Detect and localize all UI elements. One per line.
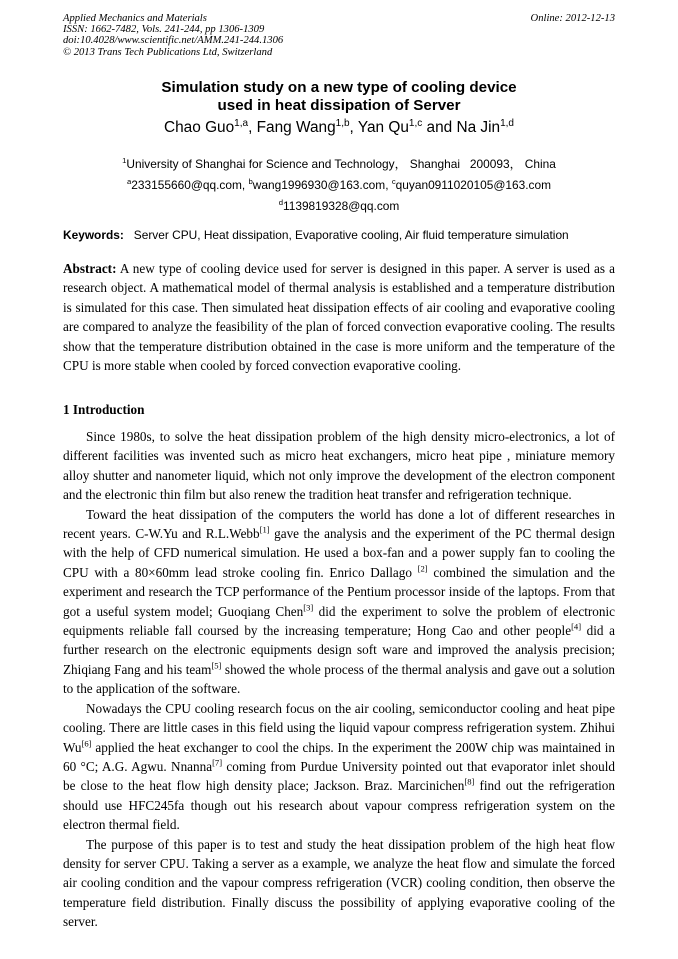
author-affil-sup: 1,d <box>500 117 514 129</box>
text-run: Toward the heat dissipation of the computers the world has done a lot of different researches in recent years. C-W.Yu and R.L.Webb <box>63 506 615 542</box>
intro-paragraph-4: The purpose of this paper is to test and study the heat dissipation problem of the high heat flow density for server CPU. Taking a server as a example, we analyze the heat flow and simulate the forced air cooling condition and the vapour compress refrigeration (VCR) cooling condition, then observe the temperature field distribution. Finally discuss the possibility of applying evaporative cooling of the server. <box>63 836 615 930</box>
abstract-label: Abstract: <box>63 261 117 276</box>
citation-ref[interactable]: [4] <box>571 621 582 632</box>
doi-line: doi:10.4028/www.scientific.net/AMM.241-244.1306 <box>63 35 284 47</box>
citation-ref[interactable]: [5] <box>211 660 222 671</box>
intro-paragraph-1: Since 1980s, to solve the heat dissipation problem of the high density micro-electronics, a lot of different facilities was invented such as micro heat exchangers, micro heat pipe , miniature memory alloy shutter and nanometer liquid, which not only improve the development of the electron component and the electronic thin film but also renew the tradition heat transfer and refrigeration technique. <box>63 429 615 503</box>
keywords-label: Keywords: <box>63 228 124 242</box>
author-separator: , <box>248 119 257 136</box>
email-sup: a <box>127 177 132 187</box>
copyright-line: © 2013 Trans Tech Publications Ltd, Switzerland <box>63 46 273 58</box>
email-address[interactable]: quyan0911020105@163.com <box>395 178 551 192</box>
citation-ref[interactable]: [8] <box>464 776 475 787</box>
author-affil-sup: 1,c <box>408 117 423 129</box>
email-address[interactable]: 233155660@qq.com, <box>131 178 249 192</box>
author-affil-sup: 1,a <box>234 117 249 129</box>
text-run: coming from Purdue University pointed out that evaporator inlet should be close to the heat flow high density place; Jackson. Braz. Marcinichen <box>63 758 615 794</box>
email-address[interactable]: wang1996930@163.com, <box>252 178 392 192</box>
section-heading-introduction: 1 Introduction <box>63 402 145 417</box>
abstract-text: A new type of cooling device used for server is designed in this paper. A server is used as a research object. A mathematical model of thermal analysis is established and a temperature distribution is simulated for this case. Then simulated heat dissipation effects of air cooling and evaporative cooling are compared to analyze the feasibility of the plan of forced convection evaporative cooling. The results show that the temperature distribution obtained in the case is more uniform and the temperature of the CPU is more stable when cooled by forced convection evaporative cooling. <box>63 261 615 374</box>
title-line-1: Simulation study on a new type of cooling device <box>161 79 517 96</box>
email-sup: b <box>248 177 253 187</box>
affiliation-line <box>63 154 615 175</box>
author-list <box>63 119 615 137</box>
journal-name: Applied Mechanics and Materials <box>63 13 207 24</box>
text-run: did a further research on the electronic equipments design soft ware and improved the analysis precision; Zhiqiang Fang and his team <box>63 623 615 677</box>
affiliation-block <box>63 154 615 217</box>
text-run: showed the whole process of the thermal analysis and gave out a solution to the application of the software. <box>63 661 615 697</box>
text-run: Nowadays the CPU cooling research focus on the air cooling, semiconductor cooling and heat pipe cooling. There are little cases in this field using the liquid vapour compress refrigeration system. Zhihui Wu <box>63 700 615 755</box>
email-line <box>63 196 615 217</box>
email-line <box>63 175 615 196</box>
affiliation-sup: 1 <box>122 156 127 166</box>
author-separator: , <box>349 119 358 136</box>
text-run: applied the heat exchanger to cool the chips. In the experiment the 200W chip was maintained in 60 °C; A.G. Agwu. Nnanna <box>63 739 615 774</box>
page-header <box>63 13 615 58</box>
author-name: Fang Wang <box>256 119 336 136</box>
citation-ref[interactable]: [7] <box>212 757 223 768</box>
author-separator: and <box>422 119 457 136</box>
citation-ref[interactable]: [3] <box>303 602 314 613</box>
author-name: Na Jin <box>456 119 501 136</box>
online-date: Online: 2012-12-13 <box>530 13 615 24</box>
email-sup: c <box>391 177 396 187</box>
author-name: Chao Guo <box>164 119 235 136</box>
affiliation-text: University of Shanghai for Science and Technology， Shanghai 200093， China <box>126 157 556 171</box>
citation-ref[interactable]: [1] <box>259 524 270 535</box>
email-sup: d <box>278 198 283 208</box>
abstract-paragraph <box>63 259 615 375</box>
paper-title <box>63 79 615 114</box>
intro-paragraph-3 <box>63 699 615 835</box>
text-run: gave the analysis and the experiment of the PC thermal design with the help of CFD numerical simulation. He used a box-fan and a power supply fan to cooling the CPU with a 80×60mm lead stroke cooling fin. Enrico Dallago <box>63 526 615 580</box>
text-run: did the experiment to solve the problem of electronic equipments reliable fall coursed by the increasing temperature; Hong Cao and other people <box>63 603 616 639</box>
citation-ref[interactable]: [2] <box>417 563 428 574</box>
text-run: find out the refrigeration should use HFC245fa though out his research about vapour compress refrigeration system on the electron thermal field. <box>63 778 615 833</box>
keywords-line <box>63 228 623 242</box>
author-affil-sup: 1,b <box>335 117 350 129</box>
introduction-body <box>63 427 615 932</box>
title-line-2: used in heat dissipation of Server <box>217 96 461 114</box>
intro-paragraph-2 <box>63 505 615 699</box>
email-address[interactable]: 1139819328@qq.com <box>282 199 400 213</box>
keywords-text: Server CPU, Heat dissipation, Evaporative cooling, Air fluid temperature simulation <box>133 228 569 242</box>
issn-line: ISSN: 1662-7482, Vols. 241-244, pp 1306-1309 <box>63 24 265 36</box>
text-run: combined the simulation and the experiment and research the TCP performance of the Pentium processor inside of the laptops. From that got a useful system model; Guoqiang Chen <box>63 564 616 619</box>
author-name: Yan Qu <box>357 119 409 136</box>
citation-ref[interactable]: [6] <box>81 738 92 749</box>
